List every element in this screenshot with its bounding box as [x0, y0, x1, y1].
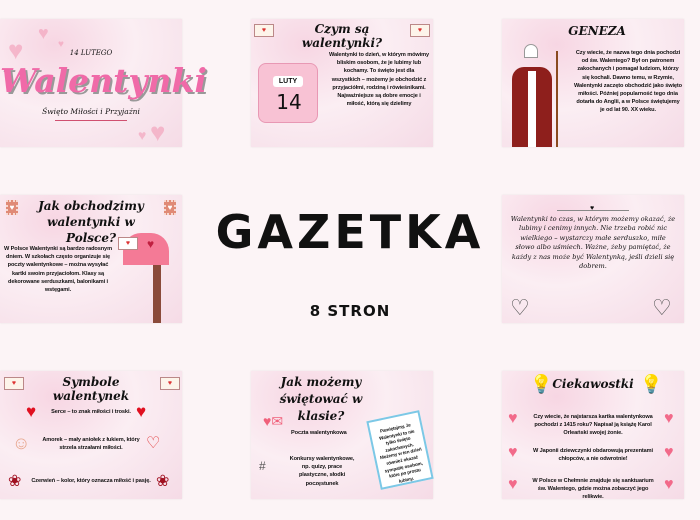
heart-icon: ♥: [508, 476, 518, 493]
crozier-icon: [556, 51, 558, 147]
calendar-day: 14: [276, 90, 302, 114]
page-body: W Polsce Walentynki są bardzo radosnym dniem. W szkołach często organizuje się poczty walentynkowe – można wysyłać kartki swoim przyjaciołom. Klasy są dekorowane serduszkami, balonikami i wstęgami.: [4, 246, 112, 294]
divider: [55, 120, 127, 121]
page-origin: [502, 19, 684, 147]
fact-item: W Japonii dziewczynki obdarowują prezentami chłopców, a nie odwrotnie!: [532, 448, 654, 463]
envelope-icon: ♥: [254, 24, 274, 37]
love-letter-icon: ♥✉: [263, 413, 284, 429]
heart-icon: ♥: [26, 402, 37, 421]
heart-icon: ♥: [138, 127, 147, 143]
hands-heart-icon: ♡: [652, 295, 672, 320]
envelope-icon: ♥: [4, 377, 24, 390]
page-poland: [0, 195, 182, 323]
page-title: Czym są walentynki?: [301, 22, 383, 50]
page-title: Jak możemy świętować w klasie?: [279, 375, 363, 423]
heart-icon: ♥: [664, 476, 674, 493]
quote-text: Walentynki to czas, w którym możemy okazać, że lubimy i cenimy innych. Nie trzeba robić nic wielkiego – wystarczy małe serduszko, miłe słowo albo uśmiech. Ważne, żeby pamiętać, że każdy z nas może być Walentynką, jeśli dzieli się dobrem.: [510, 215, 676, 271]
page-title: Ciekawostki: [552, 377, 634, 391]
cover-title: Walentynki: [0, 61, 207, 100]
cover-subtitle: Święto Miłości i Przyjaźni: [42, 107, 140, 116]
calendar-icon: [258, 63, 318, 123]
cover-date: 14 LUTEGO: [69, 49, 113, 57]
stamp-icon: ♥: [6, 200, 18, 215]
tic-tac-toe-icon: #: [259, 459, 266, 473]
classroom-item: Konkursy walentynkowe, np. quizy, prace plastyczne, słodki poczęstunek: [289, 456, 355, 487]
lightbulb-icon: 💡: [640, 374, 663, 394]
page-facts: [502, 371, 684, 499]
classroom-item: Poczta walentynkowa: [291, 430, 347, 436]
envelope-icon: ♥: [118, 237, 138, 250]
heart-icon: ♥: [664, 410, 674, 427]
page-body: Czy wiecie, że nazwa tego dnia pochodzi od św. Walentego? Był on patronem zakochanych i pomagał ludziom, którzy się kochali. Dawno temu, w Rzymie, Walentynki zaczęto obchodzić jako święto miłości. Później popularność tego dnia dotarła do Anglii, a w Polsce świętujemy je od lat 90. XX wieku.: [574, 50, 683, 114]
page-quote: [502, 195, 684, 323]
heart-icon: ♥: [38, 23, 49, 43]
heart-icon: ♥: [664, 444, 674, 461]
page-what-is: [251, 19, 433, 147]
page-title: Jak obchodzimy walentynki w Polsce?: [38, 199, 144, 245]
heart-arrow-icon: ♡: [146, 435, 161, 452]
page-cover: [0, 19, 207, 147]
note-text: Pamiętajmy, że Walentynki to nie tylko święto zakochanych. Możemy w ten dzień również okazać sympatię osobom, które po prostu lubimy.: [378, 422, 424, 484]
heart-icon: ♥: [590, 205, 595, 212]
lightbulb-icon: 💡: [530, 374, 553, 394]
envelope-icon: ♥: [410, 24, 430, 37]
mailbox-icon: ♥: [123, 233, 169, 265]
mitre-icon: [524, 44, 538, 58]
page-title: GENEZA: [568, 24, 626, 38]
cupid-icon: ☺: [12, 433, 31, 453]
page-count: 8 STRON: [309, 302, 391, 320]
fact-item: Czy wiecie, że najstarsza kartka walentynkowa pochodzi z 1415 roku? Napisał ją książę Karol Orleański swojej żonie.: [533, 414, 653, 437]
heart-icon: ♥: [58, 39, 64, 50]
page-classroom: [251, 371, 433, 499]
symbol-red: Czerwień – kolor, który oznacza miłość i pasję.: [31, 478, 151, 484]
notepad: [366, 410, 433, 490]
page-symbols: [0, 371, 182, 499]
calendar-month: LUTY: [273, 76, 303, 87]
page-title: Symbole walentynek: [52, 375, 130, 403]
heart-icon: ♥: [136, 402, 147, 421]
heart-icon: ♥: [508, 444, 518, 461]
hands-heart-icon: ♡: [510, 295, 530, 320]
fact-item: W Polsce w Chełmnie znajduje się sanktuarium św. Walentego, gdzie można zobaczyć jego relikwie.: [532, 478, 654, 501]
stamp-icon: ♥: [164, 200, 176, 215]
mailbox-post: [153, 265, 161, 323]
envelope-icon: ♥: [160, 377, 180, 390]
rose-icon: ❀: [8, 473, 22, 490]
heart-icon: ♥: [8, 35, 24, 65]
saint-valentine-illustration: [512, 67, 552, 147]
product-title: GAZETKA: [215, 205, 485, 259]
rose-icon: ❀: [156, 473, 170, 490]
page-body: Walentynki to dzień, w którym mówimy bliskim osobom, że je lubimy lub kochamy. To święto jest dla wszystkich – możemy je obchodzić z przyjaciółmi, rodziną i rówieśnikami. Najważniejsze są dobre emocje i miłość, którą się dzielimy: [329, 52, 430, 108]
symbol-heart: Serce – to znak miłości i troski.: [51, 409, 131, 415]
heart-icon: ♥: [150, 117, 166, 147]
symbol-cupid: Amorek – mały aniołek z łukiem, który strzela strzałami miłości.: [42, 437, 140, 452]
heart-icon: ♥: [508, 410, 518, 427]
